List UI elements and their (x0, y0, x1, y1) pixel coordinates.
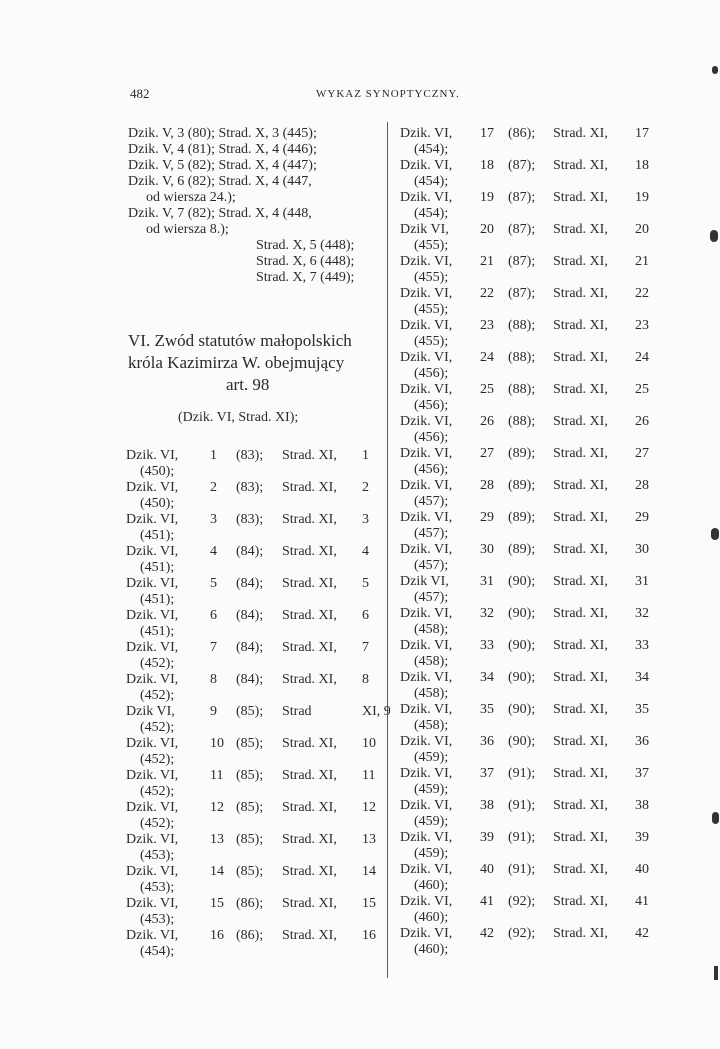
dzik-page: (91); (508, 798, 536, 813)
citation-strad: Strad. XI, (282, 928, 337, 943)
strad-article: 14 (362, 864, 376, 879)
strad-page: (454); (414, 206, 449, 221)
article-number: 10 (210, 736, 224, 751)
article-number: 5 (210, 576, 217, 591)
citation-strad: Strad. XI, (553, 734, 608, 749)
citation-dzik: Dzik. VI, (400, 798, 453, 813)
dzik-page: (84); (236, 608, 264, 623)
citation-strad: Strad. XI, (282, 864, 337, 879)
citation-strad: Strad. XI, (282, 768, 337, 783)
strad-page: (451); (140, 624, 175, 639)
running-title: WYKAZ SYNOPTYCZNY. (316, 88, 460, 100)
strad-page: (457); (414, 494, 449, 509)
dzik-page: (88); (508, 318, 536, 333)
article-number: 9 (210, 704, 217, 719)
dzik-page: (87); (508, 190, 536, 205)
dzik-page: (88); (508, 350, 536, 365)
page-number: 482 (130, 86, 150, 101)
section-heading-line-3: art. 98 (226, 375, 270, 394)
strad-page: (460); (414, 942, 449, 957)
article-number: 8 (210, 672, 217, 687)
citation-strad: Strad. XI, (553, 606, 608, 621)
scan-mark (714, 966, 718, 980)
article-number: 12 (210, 800, 224, 815)
strad-page: (459); (414, 782, 449, 797)
section-heading-line-1: VI. Zwód statutów małopolskich (128, 331, 352, 350)
citation-strad: Strad. XI, (282, 608, 337, 623)
section-subheading: (Dzik. VI, Strad. XI); (178, 410, 299, 425)
strad-page: (454); (414, 142, 449, 157)
dzik-page: (90); (508, 606, 536, 621)
strad-article: 37 (635, 766, 649, 781)
strad-page: (453); (140, 880, 175, 895)
article-number: 26 (480, 414, 494, 429)
dzik-page: (87); (508, 158, 536, 173)
strad-page: (453); (140, 848, 175, 863)
strad-article: 7 (362, 640, 369, 655)
dzik-page: (89); (508, 542, 536, 557)
article-number: 40 (480, 862, 494, 877)
dzik-page: (88); (508, 414, 536, 429)
concordance-line: Strad. X, 7 (449); (256, 270, 355, 285)
citation-strad: Strad. XI, (553, 542, 608, 557)
article-number: 27 (480, 446, 494, 461)
article-number: 13 (210, 832, 224, 847)
citation-dzik: Dzik. VI, (400, 830, 453, 845)
dzik-page: (91); (508, 862, 536, 877)
dzik-page: (88); (508, 382, 536, 397)
citation-dzik: Dzik. VI, (400, 926, 453, 941)
citation-dzik: Dzik. VI, (400, 350, 453, 365)
concordance-line: Dzik. V, 5 (82); Strad. X, 4 (447); (128, 158, 317, 173)
strad-article: 10 (362, 736, 376, 751)
article-number: 36 (480, 734, 494, 749)
strad-article: 21 (635, 254, 649, 269)
dzik-page: (85); (236, 768, 264, 783)
concordance-line: Dzik. V, 4 (81); Strad. X, 4 (446); (128, 142, 317, 157)
citation-strad: Strad. XI, (282, 640, 337, 655)
strad-page: (458); (414, 686, 449, 701)
concordance-line: od wiersza 8.); (146, 222, 229, 237)
citation-dzik: Dzik. VI, (400, 382, 453, 397)
strad-page: (459); (414, 814, 449, 829)
citation-strad: Strad. XI, (282, 832, 337, 847)
citation-dzik: Dzik. VI, (400, 862, 453, 877)
strad-page: (455); (414, 334, 449, 349)
article-number: 34 (480, 670, 494, 685)
dzik-page: (86); (236, 928, 264, 943)
strad-page: (455); (414, 270, 449, 285)
dzik-page: (92); (508, 894, 536, 909)
citation-dzik: Dzik. VI, (400, 446, 453, 461)
strad-page: (459); (414, 750, 449, 765)
citation-dzik: Dzik. VI, (400, 606, 453, 621)
strad-article: 33 (635, 638, 649, 653)
strad-article: 28 (635, 478, 649, 493)
article-number: 30 (480, 542, 494, 557)
dzik-page: (89); (508, 446, 536, 461)
concordance-line: Dzik. V, 6 (82); Strad. X, 4 (447, (128, 174, 312, 189)
strad-article: 32 (635, 606, 649, 621)
citation-dzik: Dzik. VI, (400, 510, 453, 525)
scan-mark (711, 528, 719, 540)
citation-dzik: Dzik. VI, (126, 928, 179, 943)
strad-article: 36 (635, 734, 649, 749)
strad-page: (451); (140, 592, 175, 607)
citation-dzik: Dzik. VI, (126, 800, 179, 815)
citation-strad: Strad. XI, (282, 448, 337, 463)
dzik-page: (86); (236, 896, 264, 911)
citation-dzik: Dzik. VI, (400, 254, 453, 269)
strad-page: (454); (140, 944, 175, 959)
article-number: 39 (480, 830, 494, 845)
dzik-page: (84); (236, 672, 264, 687)
strad-article: 2 (362, 480, 369, 495)
citation-strad: Strad. XI, (282, 512, 337, 527)
citation-dzik: Dzik. VI, (126, 864, 179, 879)
citation-strad: Strad (282, 704, 312, 719)
strad-page: (450); (140, 464, 175, 479)
strad-article: 35 (635, 702, 649, 717)
strad-article: 18 (635, 158, 649, 173)
strad-page: (458); (414, 622, 449, 637)
dzik-page: (85); (236, 736, 264, 751)
citation-dzik: Dzik. VI, (126, 832, 179, 847)
article-number: 6 (210, 608, 217, 623)
dzik-page: (90); (508, 734, 536, 749)
citation-dzik: Dzik. VI, (126, 768, 179, 783)
citation-dzik: Dzik. VI, (400, 542, 453, 557)
dzik-page: (90); (508, 638, 536, 653)
article-number: 22 (480, 286, 494, 301)
strad-page: (456); (414, 366, 449, 381)
citation-strad: Strad. XI, (553, 510, 608, 525)
article-number: 19 (480, 190, 494, 205)
citation-strad: Strad. XI, (553, 702, 608, 717)
citation-strad: Strad. XI, (553, 350, 608, 365)
citation-dzik: Dzik. VI, (126, 480, 179, 495)
citation-dzik: Dzik. VI, (400, 638, 453, 653)
citation-strad: Strad. XI, (282, 672, 337, 687)
strad-page: (459); (414, 846, 449, 861)
citation-strad: Strad. XI, (282, 576, 337, 591)
strad-page: (457); (414, 590, 449, 605)
citation-strad: Strad. XI, (553, 478, 608, 493)
article-number: 37 (480, 766, 494, 781)
concordance-line: Strad. X, 5 (448); (256, 238, 355, 253)
strad-article: 17 (635, 126, 649, 141)
citation-strad: Strad. XI, (553, 126, 608, 141)
dzik-page: (89); (508, 478, 536, 493)
dzik-page: (89); (508, 510, 536, 525)
concordance-line: Dzik. V, 7 (82); Strad. X, 4 (448, (128, 206, 312, 221)
strad-article: XI, 9 (362, 704, 391, 719)
citation-dzik: Dzik. VI, (400, 766, 453, 781)
article-number: 17 (480, 126, 494, 141)
citation-strad: Strad. XI, (553, 830, 608, 845)
dzik-page: (86); (508, 126, 536, 141)
citation-strad: Strad. XI, (553, 926, 608, 941)
citation-strad: Strad. XI, (553, 414, 608, 429)
citation-dzik: Dzik. VI, (400, 478, 453, 493)
strad-page: (456); (414, 398, 449, 413)
strad-article: 41 (635, 894, 649, 909)
article-number: 29 (480, 510, 494, 525)
citation-dzik: Dzik VI, (400, 222, 449, 237)
dzik-page: (83); (236, 512, 264, 527)
strad-page: (452); (140, 720, 175, 735)
strad-article: 27 (635, 446, 649, 461)
citation-dzik: Dzik. VI, (126, 544, 179, 559)
citation-dzik: Dzik. VI, (400, 190, 453, 205)
dzik-page: (87); (508, 254, 536, 269)
citation-strad: Strad. XI, (553, 574, 608, 589)
dzik-page: (91); (508, 766, 536, 781)
scan-mark (710, 230, 718, 242)
dzik-page: (87); (508, 286, 536, 301)
article-number: 18 (480, 158, 494, 173)
strad-page: (450); (140, 496, 175, 511)
dzik-page: (84); (236, 544, 264, 559)
article-number: 11 (210, 768, 224, 783)
article-number: 20 (480, 222, 494, 237)
strad-article: 34 (635, 670, 649, 685)
strad-page: (452); (140, 656, 175, 671)
article-number: 41 (480, 894, 494, 909)
article-number: 35 (480, 702, 494, 717)
dzik-page: (83); (236, 448, 264, 463)
citation-strad: Strad. XI, (553, 798, 608, 813)
strad-article: 42 (635, 926, 649, 941)
strad-article: 16 (362, 928, 376, 943)
section-heading-line-2: króla Kazimirza W. obejmujący (128, 353, 345, 372)
dzik-page: (90); (508, 670, 536, 685)
citation-dzik: Dzik. VI, (126, 448, 179, 463)
citation-dzik: Dzik. VI, (400, 318, 453, 333)
citation-dzik: Dzik. VI, (400, 414, 453, 429)
citation-strad: Strad. XI, (553, 254, 608, 269)
strad-article: 1 (362, 448, 369, 463)
dzik-page: (83); (236, 480, 264, 495)
citation-strad: Strad. XI, (553, 286, 608, 301)
citation-strad: Strad. XI, (553, 318, 608, 333)
dzik-page: (85); (236, 704, 264, 719)
citation-strad: Strad. XI, (553, 638, 608, 653)
strad-page: (452); (140, 752, 175, 767)
citation-strad: Strad. XI, (553, 862, 608, 877)
citation-strad: Strad. XI, (553, 894, 608, 909)
article-number: 16 (210, 928, 224, 943)
dzik-page: (85); (236, 832, 264, 847)
article-number: 23 (480, 318, 494, 333)
citation-dzik: Dzik. VI, (400, 158, 453, 173)
concordance-line: Dzik. V, 3 (80); Strad. X, 3 (445); (128, 126, 317, 141)
citation-dzik: Dzik. VI, (126, 608, 179, 623)
strad-page: (452); (140, 784, 175, 799)
concordance-line: Strad. X, 6 (448); (256, 254, 355, 269)
strad-article: 39 (635, 830, 649, 845)
citation-strad: Strad. XI, (553, 158, 608, 173)
citation-dzik: Dzik. VI, (400, 126, 453, 141)
strad-page: (458); (414, 718, 449, 733)
strad-page: (460); (414, 910, 449, 925)
strad-article: 19 (635, 190, 649, 205)
strad-page: (458); (414, 654, 449, 669)
scan-mark (712, 66, 718, 74)
strad-article: 31 (635, 574, 649, 589)
citation-dzik: Dzik. VI, (400, 734, 453, 749)
citation-dzik: Dzik. VI, (126, 512, 179, 527)
article-number: 4 (210, 544, 217, 559)
citation-dzik: Dzik VI, (126, 704, 175, 719)
dzik-page: (85); (236, 800, 264, 815)
article-number: 7 (210, 640, 217, 655)
strad-article: 6 (362, 608, 369, 623)
dzik-page: (84); (236, 576, 264, 591)
citation-strad: Strad. XI, (553, 382, 608, 397)
strad-article: 29 (635, 510, 649, 525)
strad-article: 26 (635, 414, 649, 429)
citation-strad: Strad. XI, (553, 766, 608, 781)
dzik-page: (84); (236, 640, 264, 655)
strad-article: 20 (635, 222, 649, 237)
strad-page: (457); (414, 526, 449, 541)
article-number: 42 (480, 926, 494, 941)
article-number: 28 (480, 478, 494, 493)
scan-mark (712, 812, 719, 824)
citation-dzik: Dzik. VI, (400, 670, 453, 685)
strad-page: (457); (414, 558, 449, 573)
strad-article: 22 (635, 286, 649, 301)
citation-dzik: Dzik. VI, (126, 736, 179, 751)
citation-dzik: Dzik. VI, (400, 286, 453, 301)
dzik-page: (90); (508, 702, 536, 717)
strad-article: 8 (362, 672, 369, 687)
article-number: 21 (480, 254, 494, 269)
strad-article: 15 (362, 896, 376, 911)
article-number: 24 (480, 350, 494, 365)
strad-page: (452); (140, 816, 175, 831)
article-number: 2 (210, 480, 217, 495)
article-number: 14 (210, 864, 224, 879)
strad-article: 12 (362, 800, 376, 815)
strad-page: (455); (414, 302, 449, 317)
article-number: 38 (480, 798, 494, 813)
citation-dzik: Dzik. VI, (400, 894, 453, 909)
strad-page: (460); (414, 878, 449, 893)
strad-page: (452); (140, 688, 175, 703)
strad-page: (456); (414, 462, 449, 477)
strad-article: 40 (635, 862, 649, 877)
article-number: 1 (210, 448, 217, 463)
strad-page: (454); (414, 174, 449, 189)
citation-dzik: Dzik. VI, (400, 702, 453, 717)
citation-strad: Strad. XI, (282, 736, 337, 751)
strad-article: 38 (635, 798, 649, 813)
citation-strad: Strad. XI, (282, 896, 337, 911)
citation-strad: Strad. XI, (282, 544, 337, 559)
dzik-page: (87); (508, 222, 536, 237)
dzik-page: (90); (508, 574, 536, 589)
strad-article: 24 (635, 350, 649, 365)
dzik-page: (91); (508, 830, 536, 845)
citation-dzik: Dzik. VI, (126, 640, 179, 655)
citation-strad: Strad. XI, (553, 670, 608, 685)
strad-page: (455); (414, 238, 449, 253)
citation-strad: Strad. XI, (282, 800, 337, 815)
strad-page: (451); (140, 560, 175, 575)
citation-dzik: Dzik VI, (400, 574, 449, 589)
dzik-page: (85); (236, 864, 264, 879)
article-number: 3 (210, 512, 217, 527)
strad-article: 23 (635, 318, 649, 333)
article-number: 31 (480, 574, 494, 589)
strad-article: 3 (362, 512, 369, 527)
article-number: 33 (480, 638, 494, 653)
strad-page: (456); (414, 430, 449, 445)
strad-page: (451); (140, 528, 175, 543)
citation-strad: Strad. XI, (282, 480, 337, 495)
strad-article: 4 (362, 544, 369, 559)
concordance-line: od wiersza 24.); (146, 190, 236, 205)
citation-dzik: Dzik. VI, (126, 576, 179, 591)
citation-strad: Strad. XI, (553, 446, 608, 461)
article-number: 25 (480, 382, 494, 397)
citation-dzik: Dzik. VI, (126, 672, 179, 687)
strad-article: 13 (362, 832, 376, 847)
citation-strad: Strad. XI, (553, 222, 608, 237)
article-number: 15 (210, 896, 224, 911)
dzik-page: (92); (508, 926, 536, 941)
article-number: 32 (480, 606, 494, 621)
strad-article: 5 (362, 576, 369, 591)
strad-article: 30 (635, 542, 649, 557)
strad-page: (453); (140, 912, 175, 927)
strad-article: 25 (635, 382, 649, 397)
citation-strad: Strad. XI, (553, 190, 608, 205)
column-divider (387, 122, 388, 978)
citation-dzik: Dzik. VI, (126, 896, 179, 911)
strad-article: 11 (362, 768, 376, 783)
